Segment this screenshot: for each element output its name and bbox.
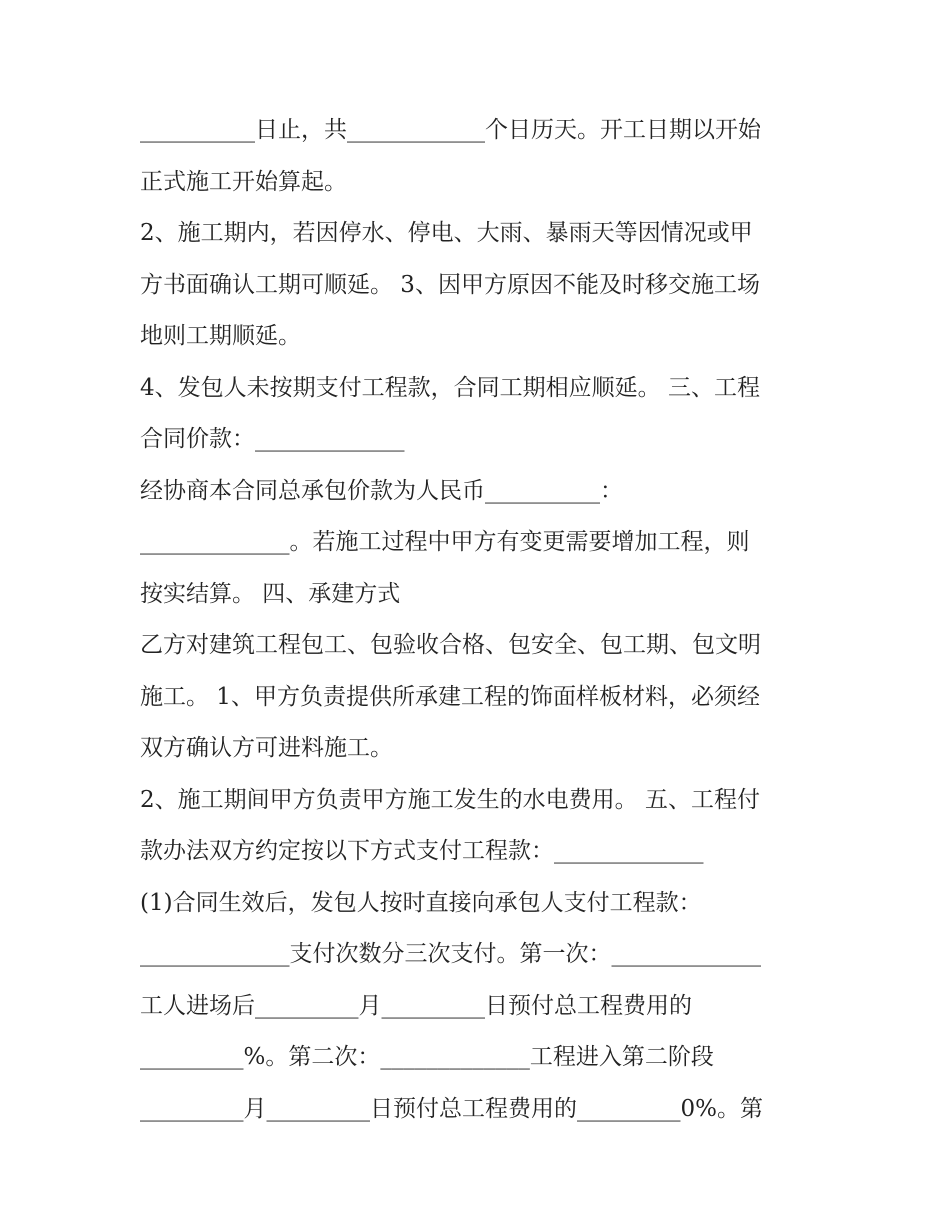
text-line: _________月_________日预付总工程费用的_________0%。第: [140, 1095, 763, 1122]
text-line: 地则工期顺延。: [140, 323, 301, 349]
text-line: 双方确认方可进料施工。: [140, 735, 393, 761]
text-line: __________日止，共____________个日历天。开工日期以开始: [140, 117, 761, 143]
text-line: 方书面确认工期可顺延。 3、因甲方原因不能及时移交施工场: [140, 271, 760, 298]
text-line: _____________支付次数分三次支付。第一次：_____________: [140, 941, 761, 967]
text-line: 按实结算。 四、承建方式: [140, 580, 401, 607]
text-line: _____________。若施工过程中甲方有变更需要增加工程，则: [140, 529, 750, 555]
text-line: 2、施工期间甲方负责甲方施工发生的水电费用。 五、工程付: [140, 786, 760, 813]
text-line: (1)合同生效后，发包人按时直接向承包人支付工程款：: [140, 889, 702, 916]
text-line: 合同价款：_____________: [140, 426, 405, 452]
text-line: 4、发包人未按期支付工程款，合同工期相应顺延。 三、工程: [140, 374, 760, 401]
text-line: 正式施工开始算起。: [140, 168, 347, 195]
text-line: 施工。 1、甲方负责提供所承建工程的饰面样板材料，必须经: [140, 683, 760, 710]
text-line: 2、施工期内，若因停水、停电、大雨、暴雨天等因情况或甲: [140, 220, 753, 246]
contract-text: [140, 105, 820, 1135]
text-line: _________%。第二次：_____________工程进入第二阶段: [140, 1044, 714, 1070]
text-line: 经协商本合同总承包价款为人民币__________：: [140, 477, 623, 504]
text-line: 乙方对建筑工程包工、包验收合格、包安全、包工期、包文明: [140, 632, 761, 658]
text-line: 款办法双方约定按以下方式支付工程款：_____________: [140, 838, 704, 864]
text-line: 工人进场后_________月_________日预付总工程费用的: [140, 992, 692, 1019]
